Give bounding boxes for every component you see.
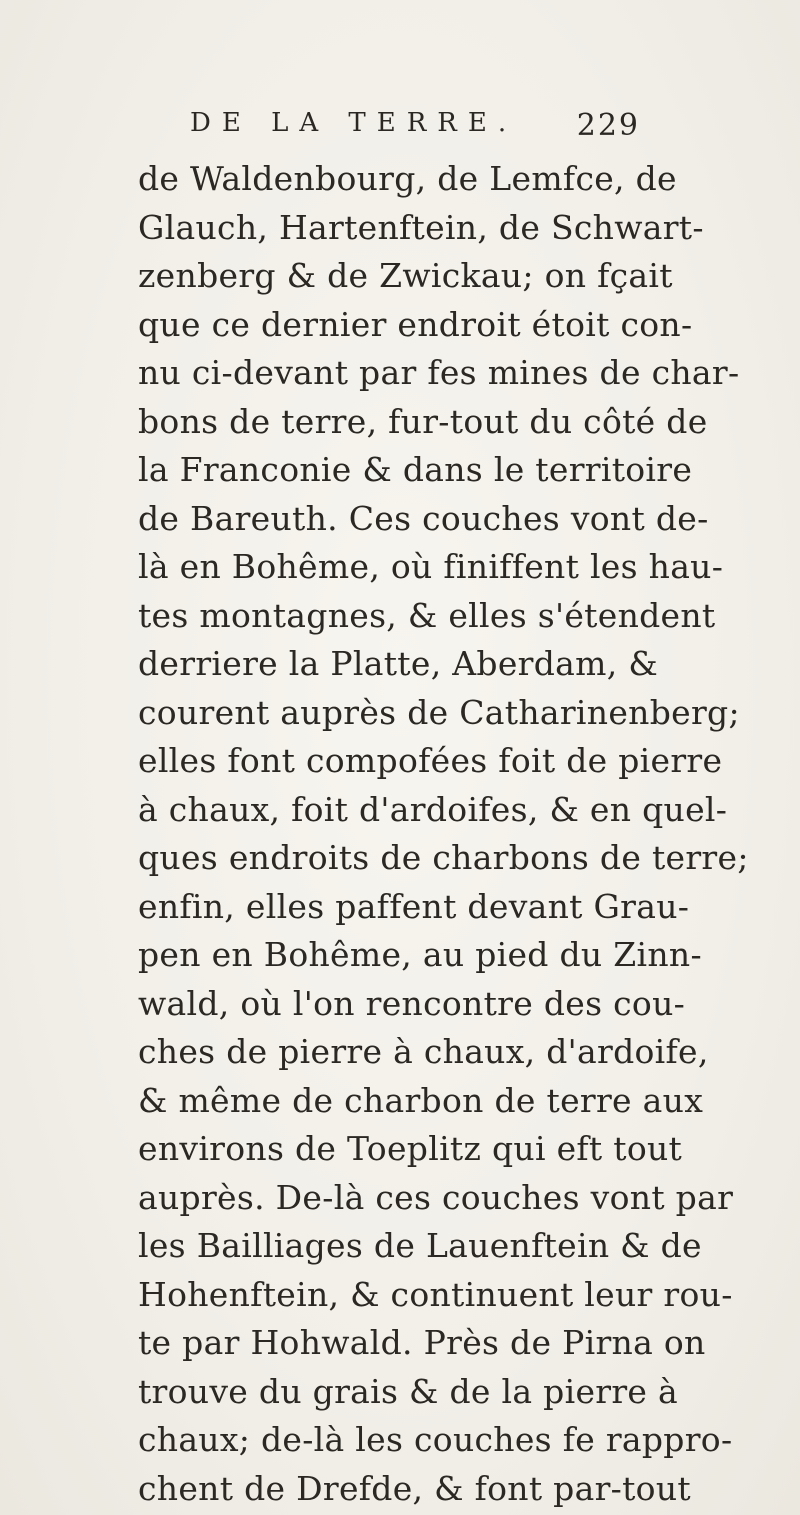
text-line: tes montagnes, & elles s'étendent	[138, 595, 716, 635]
text-line: que ce dernier endroit étoit con-	[138, 304, 693, 344]
body-text	[138, 155, 749, 1513]
text-line: enfin, elles paffent devant Grau-	[138, 886, 690, 926]
text-line: bons de terre, fur-tout du côté de	[138, 401, 708, 441]
text-line: derriere la Platte, Aberdam, &	[138, 644, 658, 683]
text-line: Glauch, Hartenftein, de Schwart-	[138, 207, 704, 247]
text-line: zenberg & de Zwickau; on fçait	[138, 256, 673, 295]
text-line: chaux; de-là les couches fe rappro-	[138, 1420, 733, 1459]
text-line: te par Hohwald. Près de Pirna on	[138, 1323, 706, 1362]
page-number: 229	[576, 108, 640, 143]
text-line: nu ci-devant par fes mines de char-	[138, 353, 740, 392]
text-line: Hohenftein, & continuent leur rou-	[138, 1274, 733, 1314]
text-line: de Bareuth. Ces couches vont de-	[138, 498, 709, 538]
text-line: auprès. De-là ces couches vont par	[138, 1177, 734, 1217]
running-title: DE LA TERRE.	[190, 108, 518, 138]
text-line: courent auprès de Catharinenberg;	[138, 692, 740, 732]
text-line: là en Bohême, où finiffent les hau-	[138, 547, 724, 586]
text-line: trouve du grais & de la pierre à	[138, 1371, 679, 1411]
page-header	[190, 100, 640, 150]
text-line: chent de Drefde, & font par-tout	[138, 1468, 691, 1508]
text-line: elles font compofées foit de pierre	[138, 741, 723, 780]
text-line: ques endroits de charbons de terre;	[138, 838, 749, 877]
text-line: à chaux, foit d'ardoifes, & en quel-	[138, 789, 728, 829]
text-line: la Franconie & dans le territoire	[138, 450, 693, 489]
text-line: ches de pierre à chaux, d'ardoife,	[138, 1032, 709, 1071]
text-line: les Bailliages de Lauenftein & de	[138, 1226, 702, 1265]
text-line: pen en Bohême, au pied du Zinn-	[138, 935, 702, 974]
text-line: environs de Toeplitz qui eft tout	[138, 1129, 683, 1168]
text-line: de Waldenbourg, de Lemfce, de	[138, 159, 677, 198]
text-line: wald, où l'on rencontre des cou-	[138, 983, 686, 1023]
text-line: & même de charbon de terre aux	[138, 1080, 704, 1120]
